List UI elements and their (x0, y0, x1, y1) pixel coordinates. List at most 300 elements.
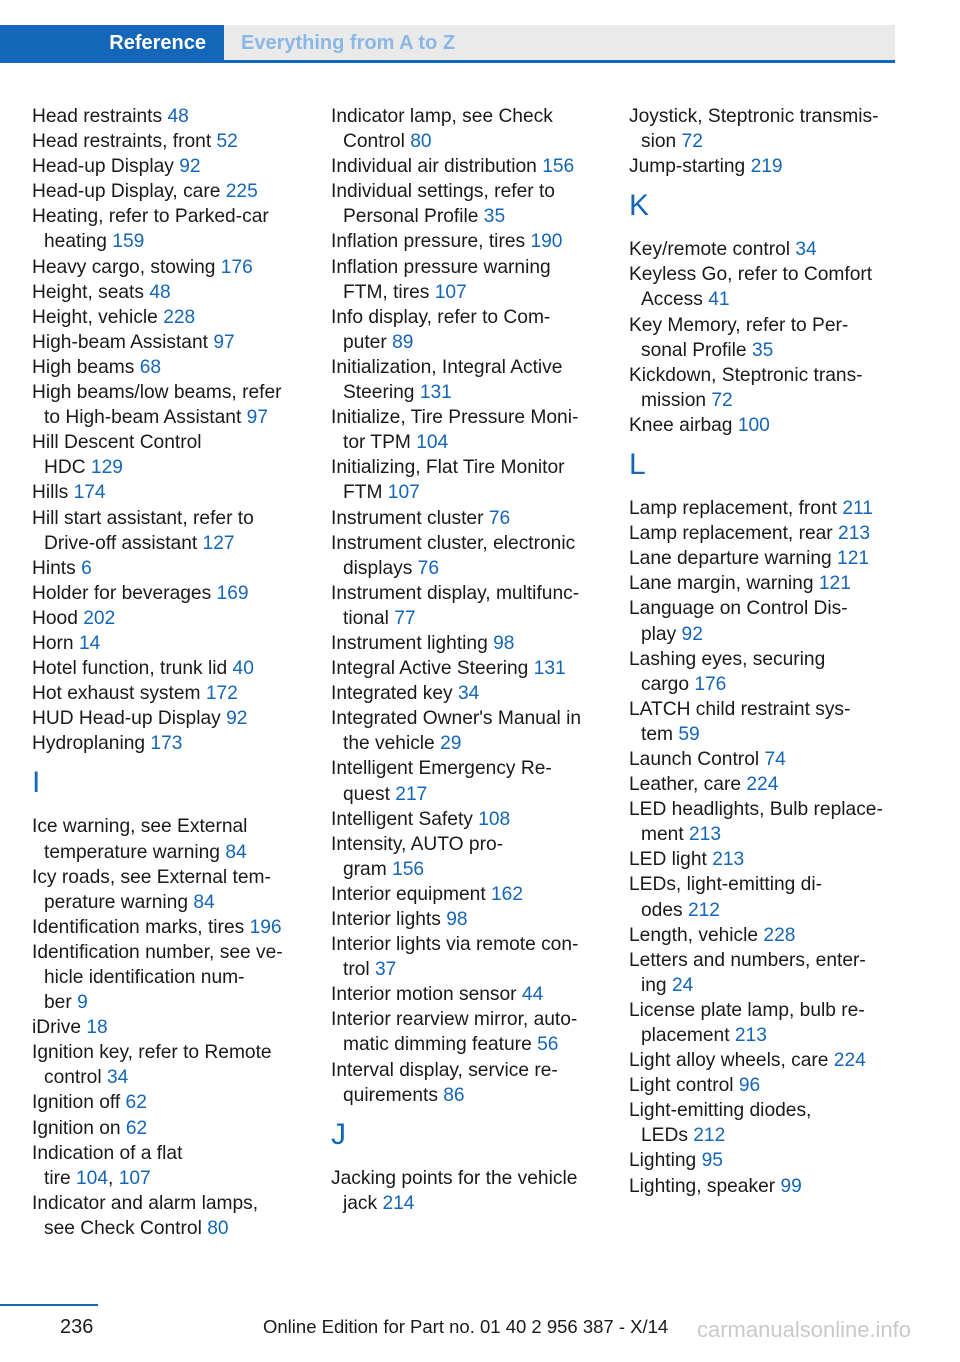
index-entry (331, 1007, 621, 1057)
index-entry-term: Drive-off assistant (44, 532, 198, 554)
index-entry (629, 797, 904, 847)
page-reference-link[interactable]: 92 (681, 623, 703, 645)
index-entry (629, 496, 904, 521)
page-reference-link[interactable]: 52 (216, 131, 238, 153)
index-entry (32, 129, 322, 154)
index-entry-term: Ignition off (32, 1092, 121, 1114)
index-entry (629, 847, 904, 872)
index-entry-term: Lashing eyes, securing (629, 648, 826, 670)
page-reference-link[interactable]: 35 (751, 339, 774, 361)
index-entry (32, 915, 322, 940)
index-entry-term: LED headlights, Bulb replace- (629, 799, 883, 821)
index-entry-term: Horn (32, 632, 74, 654)
page-reference-link[interactable]: 176 (220, 256, 253, 278)
index-entry-term: HDC (44, 457, 86, 479)
index-entry (331, 1166, 621, 1216)
index-entry (331, 581, 621, 631)
index-entry-term: License plate lamp, bulb re- (629, 999, 865, 1021)
index-letter-heading: K (629, 189, 650, 223)
section-title-tab[interactable] (224, 25, 895, 62)
page-reference-link[interactable]: 98 (446, 909, 468, 930)
index-entry-term: Interior rearview mirror, auto- (331, 1009, 578, 1031)
page-reference-link[interactable]: 156 (542, 156, 575, 178)
index-entry-term: Initialize, Tire Pressure Moni- (331, 407, 579, 429)
index-entry-term: Head restraints, front (32, 131, 212, 153)
index-entry-term: FTM, tires (343, 281, 430, 303)
index-entry (32, 606, 322, 631)
index-entry-term: Head-up Display (32, 156, 174, 178)
index-entry-term: Hints (32, 557, 76, 579)
index-entry-term: ing (641, 974, 667, 996)
page-reference-link[interactable]: 213 (689, 824, 722, 846)
index-entry-term: gram (343, 858, 387, 880)
index-entry-term: Launch Control (629, 748, 760, 770)
index-entry-term: Intensity, AUTO pro- (331, 833, 504, 855)
index-entry-term: Indicator lamp, see Check (331, 106, 553, 127)
page-reference-link[interactable]: 169 (216, 582, 249, 604)
page-reference-link[interactable]: 213 (712, 849, 745, 871)
index-entry (32, 255, 322, 280)
page-reference-link[interactable]: 213 (838, 523, 871, 545)
index-entry (629, 521, 904, 546)
index-entry-term: Head restraints (32, 106, 163, 127)
index-entry-term: displays (343, 557, 413, 579)
index-entry-term: Instrument cluster (331, 507, 484, 529)
index-entry-term: Key/remote control (629, 239, 791, 261)
index-entry (32, 865, 322, 915)
page-reference-link[interactable]: 84 (225, 841, 247, 863)
index-entry (32, 204, 322, 254)
index-entry-term: mission (641, 389, 707, 411)
index-entry-term: quirements (343, 1084, 438, 1106)
page-reference-link[interactable]: 104 (76, 1167, 109, 1189)
page-reference-link[interactable]: 86 (443, 1084, 465, 1106)
index-entry-term: Info display, refer to Com- (331, 306, 551, 328)
edition-note: Online Edition for Part no. 01 40 2 956 387 - X/14 (263, 1316, 669, 1337)
index-entry-term: control (44, 1067, 102, 1089)
index-letter-heading: L (629, 448, 646, 482)
index-entry (331, 907, 621, 932)
footer-divider (0, 1304, 98, 1306)
page-reference-link[interactable]: 59 (678, 723, 700, 745)
index-entry (331, 455, 621, 505)
page-reference-link[interactable]: 92 (179, 156, 201, 178)
index-entry (629, 571, 904, 596)
page-reference-link[interactable]: 9 (77, 992, 88, 1014)
index-entry-term: Control (343, 131, 405, 153)
index-entry-term: Lighting (629, 1150, 697, 1172)
index-entry-term: Indicator and alarm lamps, (32, 1192, 259, 1214)
index-entry (32, 506, 322, 556)
index-entry-term: Hood (32, 607, 78, 629)
index-entry (629, 596, 904, 646)
index-entry-term: Interior lights via remote con- (331, 934, 579, 956)
index-column-2 (331, 104, 621, 1216)
index-letter-heading: I (32, 766, 41, 800)
index-letter-heading: J (331, 1117, 346, 1151)
index-entry (32, 581, 322, 606)
index-entry (331, 1058, 621, 1108)
index-entry-term: Kickdown, Steptronic trans- (629, 364, 863, 386)
page-reference-link[interactable]: 37 (375, 959, 397, 981)
index-entry (331, 656, 621, 681)
index-entry (331, 506, 621, 531)
index-entry-term: Jacking points for the vehicle (331, 1167, 578, 1189)
page-reference-link[interactable]: 219 (750, 156, 783, 178)
page-reference-link[interactable]: 62 (125, 1092, 147, 1114)
page-reference-link[interactable]: 24 (671, 974, 694, 996)
page-reference-link[interactable]: 107 (118, 1167, 151, 1189)
index-entry-term: Personal Profile (343, 206, 479, 228)
page-reference-link[interactable]: 48 (149, 281, 171, 303)
index-entry-term: Leather, care (629, 774, 742, 796)
index-entry-term: quest (343, 783, 390, 805)
index-entry-term: odes (641, 899, 683, 921)
page-reference-link[interactable]: 84 (193, 891, 215, 913)
index-entry-term: tire (44, 1167, 71, 1189)
index-entry-term: Intelligent Emergency Re- (331, 758, 552, 780)
index-entry (331, 104, 621, 154)
index-entry-term: Hill start assistant, refer to (32, 507, 254, 529)
page-reference-link[interactable]: 68 (139, 356, 162, 378)
index-entry (629, 697, 904, 747)
index-entry-term: Integrated key (331, 683, 453, 705)
index-entry (331, 932, 621, 982)
index-entry (32, 681, 322, 706)
page-reference-link[interactable]: 121 (818, 573, 851, 595)
index-entry-term: Access (641, 289, 703, 311)
index-entry (331, 832, 621, 882)
page-reference-link[interactable]: 127 (202, 532, 235, 554)
page-reference-link[interactable]: 80 (207, 1217, 229, 1239)
page-reference-link[interactable]: 214 (382, 1192, 415, 1214)
index-entry (32, 940, 322, 1015)
page-reference-link[interactable]: 56 (537, 1034, 559, 1056)
index-entry-term: HUD Head-up Display (32, 708, 221, 730)
index-entry (32, 706, 322, 731)
index-entry-term: see Check Control (44, 1217, 202, 1239)
index-entry (629, 1148, 904, 1173)
index-entry-term: jack (343, 1192, 378, 1214)
index-entry (331, 807, 621, 832)
index-entry (629, 747, 904, 772)
index-entry-term: Height, vehicle (32, 306, 158, 328)
index-entry (331, 681, 621, 706)
page-reference-link[interactable]: 98 (493, 632, 515, 654)
page-reference-link[interactable]: 40 (232, 658, 254, 680)
index-entry-term: cargo (641, 673, 689, 695)
index-entry-term: LATCH child restraint sys- (629, 698, 851, 720)
page-reference-link[interactable]: 121 (837, 548, 870, 570)
index-entry-term: Ice warning, see External (32, 816, 248, 838)
index-entry (629, 262, 904, 312)
index-entry (32, 656, 322, 681)
index-entry-term: Initializing, Flat Tire Monitor (331, 457, 565, 479)
index-entry-term: Individual settings, refer to (331, 181, 555, 203)
page-reference-link[interactable]: 95 (701, 1150, 723, 1172)
index-entry-term: Lamp replacement, front (629, 498, 837, 520)
page-reference-link[interactable]: 72 (711, 389, 733, 411)
index-entry-term: perature warning (44, 891, 188, 913)
index-entry-term: LEDs (641, 1125, 688, 1147)
page-reference-link[interactable]: 228 (763, 924, 796, 946)
index-entry (331, 255, 621, 305)
index-entry (629, 948, 904, 998)
index-entry-term: trol (343, 959, 370, 981)
page-reference-link[interactable]: 108 (478, 808, 511, 830)
index-entry-term: hicle identification num- (44, 967, 245, 988)
index-entry-term: heating (44, 231, 107, 253)
page-reference-link[interactable]: 80 (410, 131, 432, 153)
index-entry-term: Interior lights (331, 909, 441, 930)
index-entry-term: matic dimming feature (343, 1034, 532, 1056)
index-entry (629, 923, 904, 948)
index-entry (32, 330, 322, 355)
index-entry-term: placement (641, 1025, 730, 1046)
index-entry-term: Indication of a flat (32, 1142, 183, 1164)
index-entry-term: temperature warning (44, 841, 220, 863)
index-entry-term: Hot exhaust system (32, 683, 201, 705)
index-entry (331, 756, 621, 806)
index-entry (331, 882, 621, 907)
page-reference-link[interactable]: 35 (483, 206, 506, 228)
page-reference-link[interactable]: 34 (457, 683, 480, 705)
page-reference-link[interactable]: 211 (842, 498, 873, 520)
index-entry-term: Holder for beverages (32, 582, 212, 604)
index-entry (32, 430, 322, 480)
page-reference-link[interactable]: 172 (205, 683, 238, 705)
index-entry (629, 546, 904, 571)
index-entry (32, 1040, 322, 1090)
page-reference-link[interactable]: 224 (833, 1050, 866, 1072)
index-entry-term: sonal Profile (641, 339, 747, 361)
index-entry-term: Lighting, speaker (629, 1175, 776, 1197)
page-reference-link[interactable]: 159 (112, 231, 145, 253)
page-reference-link[interactable]: 190 (530, 231, 563, 253)
index-column-3 (629, 104, 904, 1199)
index-entry (32, 355, 322, 380)
index-entry (331, 531, 621, 581)
index-entry (629, 772, 904, 797)
page-reference-link[interactable]: 107 (434, 281, 467, 303)
index-entry-term: Instrument display, multifunc- (331, 582, 580, 604)
index-entry-term: Interior motion sensor (331, 984, 517, 1006)
page-reference-link[interactable]: 41 (708, 289, 730, 311)
index-entry-term: Hotel function, trunk lid (32, 658, 228, 680)
index-entry (32, 104, 322, 129)
index-entry-term: Interior equipment (331, 883, 486, 905)
index-entry-term: Inflation pressure, tires (331, 231, 526, 253)
index-entry (331, 631, 621, 656)
page-number: 236 (60, 1316, 94, 1338)
index-entry (32, 1015, 322, 1040)
index-entry-term: Steering (343, 382, 415, 404)
index-entry-term: Ignition on (32, 1117, 121, 1139)
page-header (0, 25, 895, 62)
page-reference-link[interactable]: 34 (106, 1067, 129, 1089)
page-reference-link[interactable]: 72 (681, 131, 703, 153)
index-entry: Indication of a flat tire 104, 107 (32, 1142, 183, 1189)
index-entry (32, 280, 322, 305)
index-entry (629, 237, 904, 262)
index-entry-term: Hydroplaning (32, 733, 146, 755)
index-entry-term: ber (44, 992, 72, 1014)
page-reference-link[interactable]: 173 (150, 733, 183, 755)
page-reference-link[interactable]: 99 (780, 1175, 802, 1197)
index-entry-term: LEDs, light-emitting di- (629, 874, 823, 896)
index-entry-term: Head-up Display, care (32, 181, 221, 203)
page-reference-link[interactable]: 76 (417, 557, 440, 579)
index-entry-term: to High-beam Assistant (44, 407, 242, 429)
page-reference-link[interactable]: 217 (395, 783, 428, 805)
page-reference-link[interactable]: 156 (392, 858, 425, 880)
index-entry-term: play (641, 623, 677, 645)
index-entry-term: tor TPM (343, 432, 411, 454)
header-divider (0, 60, 895, 63)
index-entry (629, 1073, 904, 1098)
index-entry-term: Joystick, Steptronic transmis- (629, 106, 879, 127)
page-reference-link[interactable]: 77 (394, 607, 416, 629)
page-reference-link[interactable]: 89 (392, 331, 414, 353)
page-reference-link[interactable]: 202 (83, 607, 116, 629)
index-entry-term: Length, vehicle (629, 924, 759, 946)
index-entry (331, 355, 621, 405)
index-entry (32, 154, 322, 179)
index-entry (629, 413, 904, 438)
index-entry (629, 1098, 904, 1148)
index-entry-term: Lane departure warning (629, 548, 832, 570)
index-entry (629, 104, 904, 154)
index-entry-term: sion (641, 131, 677, 153)
index-entry-term: puter (343, 331, 387, 353)
index-entry (629, 998, 904, 1048)
index-entry-term: Interval display, service re- (331, 1059, 558, 1081)
page-reference-link[interactable]: 97 (246, 407, 268, 429)
page-reference-link[interactable]: 129 (90, 457, 123, 479)
index-entry (32, 1191, 322, 1241)
index-entry (629, 872, 904, 922)
index-entry-term: Height, seats (32, 281, 144, 303)
index-entry (629, 154, 904, 179)
page-reference-link[interactable]: 104 (416, 432, 449, 454)
page-reference-link[interactable]: 29 (440, 733, 462, 755)
index-entry (32, 480, 322, 505)
index-entry-term: Individual air distribution (331, 156, 537, 178)
index-entry (32, 1116, 322, 1141)
index-entry-term: Instrument lighting (331, 632, 488, 654)
page-reference-link[interactable]: 34 (795, 239, 817, 261)
index-entry-term: tem (641, 723, 673, 745)
index-entry-term: Identification marks, tires (32, 916, 245, 938)
page-reference-link[interactable]: 224 (746, 774, 779, 796)
page-reference-link[interactable]: 14 (78, 632, 101, 654)
page-reference-link[interactable]: 92 (226, 708, 248, 730)
index-entry-term: Initialization, Integral Active (331, 356, 563, 378)
page-reference-link[interactable]: 212 (687, 899, 720, 921)
index-entry-term: FTM (343, 482, 383, 504)
page-reference-link[interactable]: 76 (488, 507, 511, 529)
index-entry (629, 1174, 904, 1199)
index-entry-term: Integral Active Steering (331, 658, 529, 680)
index-entry-term: Hill Descent Control (32, 432, 202, 454)
index-entry (32, 179, 322, 204)
index-entry-term: Heavy cargo, stowing (32, 256, 216, 278)
index-entry (331, 305, 621, 355)
index-entry-term: Knee airbag (629, 414, 733, 436)
page-reference-link[interactable]: 131 (419, 382, 452, 404)
index-entry-term: Heating, refer to Parked-car (32, 206, 269, 228)
section-tab-reference[interactable] (0, 25, 224, 62)
index-entry-term: Jump-starting (629, 156, 746, 178)
page-reference-link[interactable]: 174 (73, 482, 106, 504)
index-entry (331, 154, 621, 179)
index-entry (331, 179, 621, 229)
page-reference-link[interactable]: 100 (737, 414, 770, 436)
page-reference-link[interactable]: 225 (225, 181, 258, 203)
index-entry (32, 1090, 322, 1115)
page-reference-link[interactable]: 48 (167, 106, 189, 127)
index-entry-term: Keyless Go, refer to Comfort (629, 264, 873, 286)
page-reference-link[interactable]: 162 (491, 883, 524, 905)
page-reference-link[interactable]: 18 (86, 1017, 108, 1039)
index-entry-term: LED light (629, 849, 707, 871)
index-entry-term: Icy roads, see External tem- (32, 866, 271, 888)
index-entry (629, 363, 904, 413)
index-entry (629, 647, 904, 697)
index-entry-term: Inflation pressure warning (331, 256, 551, 278)
index-entry-term: tional (343, 607, 389, 629)
index-entry (32, 631, 322, 656)
index-entry (629, 313, 904, 363)
index-entry (331, 982, 621, 1007)
section-tab-label: Reference (109, 32, 206, 54)
page-reference-link[interactable]: 96 (738, 1075, 761, 1097)
index-column-1 (32, 104, 322, 1241)
page-reference-link[interactable]: 44 (521, 984, 544, 1006)
index-entry-term: High beams/low beams, refer (32, 382, 282, 404)
page-reference-link[interactable]: 62 (125, 1117, 148, 1139)
index-entry-term: Light control (629, 1075, 734, 1097)
index-entry (331, 229, 621, 254)
index-entry-term: Ignition key, refer to Remote (32, 1042, 272, 1064)
index-entry-term: Hills (32, 482, 69, 504)
index-entry-term: High beams (32, 356, 135, 378)
page-reference-link[interactable]: 97 (213, 331, 235, 353)
index-entry (32, 731, 322, 756)
page-reference-link[interactable]: 212 (693, 1125, 726, 1147)
page-reference-link[interactable]: 6 (81, 557, 92, 579)
index-entry-term: Lane margin, warning (629, 573, 814, 595)
page-reference-link[interactable]: 131 (533, 658, 566, 680)
index-entry-term: Language on Control Dis- (629, 598, 848, 620)
watermark-text: carmanualsonline.info (697, 1317, 912, 1342)
index-entry-term: the vehicle (343, 733, 435, 755)
index-entry (32, 556, 322, 581)
index-entry-term: iDrive (32, 1017, 82, 1039)
index-entry-term: Integrated Owner's Manual in (331, 708, 582, 730)
index-entry-term: Identification number, see ve- (32, 941, 283, 963)
page-reference-link[interactable]: 213 (734, 1025, 767, 1046)
index-entry-term: Key Memory, refer to Per- (629, 314, 849, 336)
index-entry-term: Intelligent Safety (331, 808, 473, 830)
page-reference-link[interactable]: 74 (764, 748, 786, 770)
page-reference-link[interactable]: 176 (694, 673, 727, 695)
page-reference-link[interactable]: 196 (249, 916, 282, 938)
index-entry-term: High-beam Assistant (32, 331, 208, 353)
page-reference-link[interactable]: 228 (163, 306, 196, 328)
page-reference-link[interactable]: 107 (387, 482, 420, 504)
index-entry-term: Light alloy wheels, care (629, 1050, 829, 1072)
